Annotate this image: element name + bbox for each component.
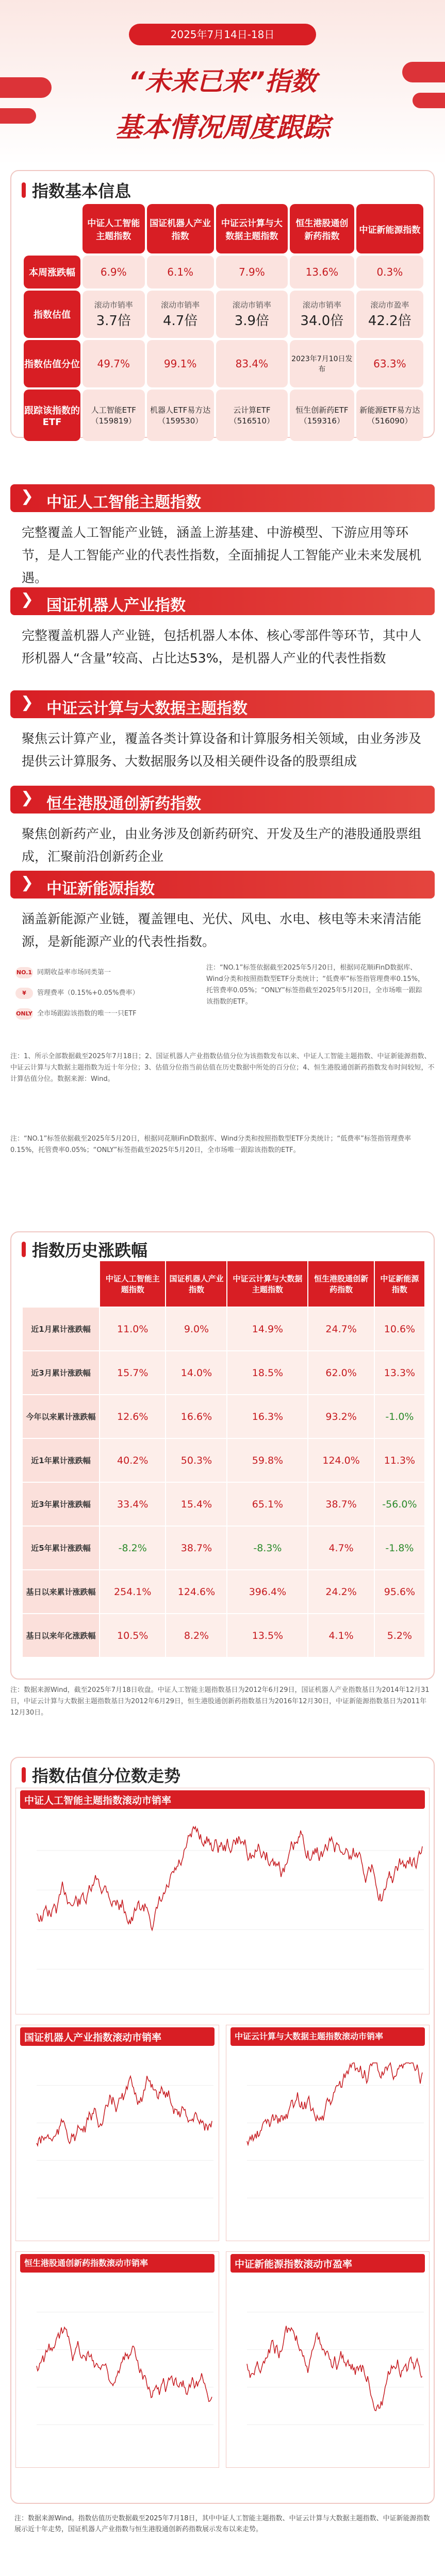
row-label: 近3月累计涨跌幅	[22, 1351, 100, 1395]
topic-newenergy	[10, 871, 435, 953]
history-row	[22, 1614, 425, 1657]
week-change: 13.6%	[290, 256, 354, 289]
history-value: 62.0%	[308, 1351, 374, 1395]
corner-cell	[22, 1261, 100, 1307]
history-row	[22, 1307, 425, 1351]
history-value: 14.9%	[227, 1307, 308, 1351]
col-header: 国证机器人产业指数	[166, 1261, 227, 1307]
history-value: 396.4%	[227, 1570, 308, 1614]
row-label: 近1年累计涨跌幅	[22, 1438, 100, 1482]
history-value: 95.6%	[374, 1570, 425, 1614]
topic-cloud	[10, 690, 435, 783]
history-value: 10.5%	[100, 1614, 166, 1657]
history-value: 38.7%	[166, 1526, 227, 1570]
topic-title-bar: ❯ 中证云计算与大数据主题指数	[10, 690, 435, 718]
history-value: 13.5%	[227, 1614, 308, 1657]
topic-title-bar: ❯ 国证机器人产业指数	[10, 587, 435, 615]
history-row	[22, 1482, 425, 1526]
only-badge-icon: ONLY	[15, 1008, 33, 1020]
chart-title: 中证新能源指数滚动市盈率	[230, 2254, 425, 2273]
topic-text: 聚焦云计算产业，覆盖各类计算设备和计算服务相关领域，由业务涉及提供云计算服务、大数据服务以及相关硬件设备的股票组成	[22, 731, 422, 769]
percentile-cell: 63.3%	[356, 340, 423, 387]
week-change: 7.9%	[216, 256, 288, 289]
history-value: 8.2%	[166, 1614, 227, 1657]
valuation-note: 注：数据来源Wind。指数估值历史数据截至2025年7月18日，其中中证人工智能主题指数、中证云计算与大数据主题指数、中证新能源指数展示近十年走势，国证机器人产业指数与恒生港股通创新药指数展示发布以来走势。	[10, 2509, 435, 2566]
history-value: 5.2%	[374, 1614, 425, 1657]
section-title-valuation: 指数估值分位数走势	[22, 1763, 180, 1787]
history-note: 注：数据来源Wind，截至2025年7月18日收盘。中证人工智能主题指数基日为2012年6月29日，国证机器人产业指数基日为2014年12月31日，中证云计算与大数据主题指数基日为2012年6月29日，恒生港股通创新药指数基日为2016年12月30日，中证新能源指数基日为2011年12月30日。	[10, 1686, 430, 1717]
col-header: 中证人工智能主题指数	[83, 204, 145, 253]
valuation-cell: 滚动市销率 4.7倍	[147, 291, 214, 338]
info-note-2: 注：“NO.1”标签依据截至2025年5月20日，根据同花顺iFinD数据库、Wind分类和按照指数型ETF分类统计；“低费率”标签指管理费率0.15%，托管费率0.05%；“ONLY”标签指截至2025年5月20日，全市场唯一跟踪该指数的ETF。	[10, 1135, 411, 1154]
history-value: 16.3%	[227, 1395, 308, 1438]
history-value: 93.2%	[308, 1395, 374, 1438]
history-value: 59.8%	[227, 1438, 308, 1482]
history-value: 50.3%	[166, 1438, 227, 1482]
col-header: 中证云计算与大数据主题指数	[216, 204, 288, 253]
history-value: 10.6%	[374, 1307, 425, 1351]
trend-plot	[226, 2275, 429, 2462]
trend-plot	[16, 2275, 219, 2462]
topic-text: 完整覆盖人工智能产业链，涵盖上游基建、中游模型、下游应用等环节，是人工智能产业的代表性指数，全面捕捉人工智能产业未来发展机遇。	[22, 525, 422, 585]
valuation-cell: 滚动市销率 3.7倍	[83, 291, 145, 338]
week-change: 0.3%	[356, 256, 423, 289]
etf-cell[interactable]: 新能源ETF易方达（516090）	[356, 389, 423, 441]
trend-plot	[16, 1811, 429, 2009]
chart-title: 国证机器人产业指数滚动市销率	[20, 2027, 215, 2046]
history-value: 9.0%	[166, 1307, 227, 1351]
history-value: -1.0%	[374, 1395, 425, 1438]
history-value: 13.3%	[374, 1351, 425, 1395]
history-value: 16.6%	[166, 1395, 227, 1438]
history-value: 254.1%	[100, 1570, 166, 1614]
no1-badge-icon: NO.1	[15, 967, 33, 978]
etf-cell[interactable]: 恒生创新药ETF（159316）	[290, 389, 354, 441]
date-range: 2025年7月14日-18日	[129, 24, 316, 45]
history-value: -8.3%	[227, 1526, 308, 1570]
valuation-chart-robot	[15, 2025, 219, 2241]
valuation-cell: 滚动市销率 34.0倍	[290, 291, 354, 338]
history-value: 24.2%	[308, 1570, 374, 1614]
col-header: 中证新能源指数	[374, 1261, 425, 1307]
legend-item: ONLY 全市场跟踪该指数的唯一一只ETF	[15, 1004, 191, 1024]
trend-line	[37, 1827, 422, 1930]
history-row	[22, 1395, 425, 1438]
col-header: 恒生港股通创新药指数	[290, 204, 354, 253]
trend-line	[37, 2076, 212, 2145]
corner-cell	[24, 204, 80, 253]
week-change: 6.1%	[147, 256, 214, 289]
main-title: “未来已来”指数	[128, 66, 317, 96]
col-header: 国证机器人产业指数	[147, 204, 214, 253]
valuation-chart-newenergy	[226, 2251, 430, 2468]
history-value: 65.1%	[227, 1482, 308, 1526]
history-value: 15.4%	[166, 1482, 227, 1526]
sub-title: 基本情况周度跟踪	[115, 112, 330, 143]
col-header: 中证新能源指数	[356, 204, 423, 253]
topic-robot	[10, 587, 435, 690]
legend-item: NO.1 同期收益率市场同类第一	[15, 962, 191, 983]
history-value: 38.7%	[308, 1482, 374, 1526]
history-value: 4.1%	[308, 1614, 374, 1657]
history-row	[22, 1570, 425, 1614]
valuation-chart-cloud	[226, 2025, 430, 2241]
trend-line	[247, 2326, 422, 2411]
percentile-cell: 49.7%	[83, 340, 145, 387]
topic-title-bar: ❯ 恒生港股通创新药指数	[10, 786, 435, 814]
history-value: 11.3%	[374, 1438, 425, 1482]
etf-cell[interactable]: 机器人ETF易方达（159530）	[147, 389, 214, 441]
topic-title-bar: ❯ 中证人工智能主题指数	[10, 484, 435, 512]
row-label: 指数估值	[24, 291, 80, 338]
history-value: 124.6%	[166, 1570, 227, 1614]
legend-list	[15, 962, 191, 1024]
history-card	[10, 1231, 435, 1680]
arrow-icon: ❯	[21, 693, 34, 711]
arrow-icon: ❯	[21, 487, 34, 505]
chart-title: 恒生港股通创新药指数滚动市销率	[20, 2254, 215, 2273]
info-note: 注：1、所示全部数据截至2025年7月18日；2、国证机器人产业指数估值分位为该指数发布以来、中证人工智能主题指数、中证新能源指数、中证云计算与大数据主题指数为近十年分位；3、估值分位指当前估值在历史数据中所处的百分位；4、恒生港股通创新药指数发布时间较短，不计算估值分位。数据来源：Wind。	[10, 1053, 435, 1083]
percentile-cell: 2023年7月10日发布	[290, 340, 354, 387]
low-fee-badge-icon: ¥	[15, 988, 33, 999]
trend-line	[247, 2063, 422, 2145]
week-change: 6.9%	[83, 256, 145, 289]
topic-biotech	[10, 786, 435, 868]
arrow-icon: ❯	[21, 789, 34, 807]
legend-notes: 注：“NO.1”标签依据截至2025年5月20日，根据同花顺iFinD数据库、Wind分类和按照指数型ETF分类统计；“低费率”标签指管理费率0.15%，托管费率0.05%；“ONLY”标签指截至2025年5月20日，全市场唯一跟踪该指数的ETF。	[206, 964, 425, 1006]
history-value: 40.2%	[100, 1438, 166, 1482]
percentile-cell: 83.4%	[216, 340, 288, 387]
topic-text: 涵盖新能源产业链，覆盖锂电、光伏、风电、水电、核电等未来清洁能源，是新能源产业的代表性指数。	[22, 911, 422, 949]
percentile-cell: 99.1%	[147, 340, 214, 387]
valuation-chart-ai	[15, 1788, 430, 2014]
trend-plot	[226, 2048, 429, 2235]
history-value: 124.0%	[308, 1438, 374, 1482]
history-value: 24.7%	[308, 1307, 374, 1351]
trend-plot	[16, 2048, 219, 2235]
index-info-table	[22, 202, 425, 443]
section-title-history: 指数历史涨跌幅	[22, 1238, 147, 1261]
history-value: 11.0%	[100, 1307, 166, 1351]
valuation-cell: 滚动市盈率 42.2倍	[356, 291, 423, 338]
history-value: -56.0%	[374, 1482, 425, 1526]
history-row	[22, 1526, 425, 1570]
index-info-card	[10, 170, 435, 438]
valuation-chart-biotech	[15, 2251, 219, 2468]
row-label: 基日以来累计涨跌幅	[22, 1570, 100, 1614]
history-row	[22, 1351, 425, 1395]
valuation-cell: 滚动市销率 3.9倍	[216, 291, 288, 338]
history-value: -1.8%	[374, 1526, 425, 1570]
col-header: 中证人工智能主题指数	[100, 1261, 166, 1307]
header-banner	[0, 0, 445, 165]
history-row	[22, 1438, 425, 1482]
topic-title-bar: ❯ 中证新能源指数	[10, 871, 435, 899]
topic-ai	[10, 484, 435, 587]
row-label: 今年以来累计涨跌幅	[22, 1395, 100, 1438]
chart-title: 中证云计算与大数据主题指数滚动市销率	[230, 2027, 425, 2046]
topic-text: 完整覆盖机器人产业链，包括机器人本体、核心零部件等环节，其中人形机器人“含量”较高、占比达53%，是机器人产业的代表性指数	[22, 628, 422, 666]
etf-cell[interactable]: 云计算ETF（516510）	[216, 389, 288, 441]
row-label: 基日以来年化涨跌幅	[22, 1614, 100, 1657]
legend-item: ¥ 管理费率（0.15%+0.05%费率）	[15, 983, 191, 1004]
history-value: 15.7%	[100, 1351, 166, 1395]
row-label: 近1月累计涨跌幅	[22, 1307, 100, 1351]
etf-cell[interactable]: 人工智能ETF（159819）	[83, 389, 145, 441]
row-label: 本周涨跌幅	[24, 256, 80, 289]
history-value: 12.6%	[100, 1395, 166, 1438]
section-title-info: 指数基本信息	[22, 178, 131, 202]
row-label: 指数估值分位	[24, 340, 80, 387]
disclaimer	[10, 2571, 435, 2576]
row-label: 近5年累计涨跌幅	[22, 1526, 100, 1570]
history-value: -8.2%	[100, 1526, 166, 1570]
col-header: 中证云计算与大数据主题指数	[227, 1261, 308, 1307]
topic-text: 聚焦创新药产业，由业务涉及创新药研究、开发及生产的港股通股票组成，汇聚前沿创新药企业	[22, 826, 422, 864]
history-value: 14.0%	[166, 1351, 227, 1395]
chart-title: 中证人工智能主题指数滚动市销率	[20, 1790, 425, 1809]
row-label: 近3年累计涨跌幅	[22, 1482, 100, 1526]
arrow-icon: ❯	[21, 590, 34, 608]
history-table	[22, 1260, 425, 1658]
col-header: 恒生港股通创新药指数	[308, 1261, 374, 1307]
trend-line	[37, 2327, 212, 2401]
history-value: 33.4%	[100, 1482, 166, 1526]
history-value: 4.7%	[308, 1526, 374, 1570]
history-value: 18.5%	[227, 1351, 308, 1395]
arrow-icon: ❯	[21, 874, 34, 892]
row-label: 跟踪该指数的ETF	[24, 389, 80, 441]
legend-box	[10, 958, 435, 1046]
